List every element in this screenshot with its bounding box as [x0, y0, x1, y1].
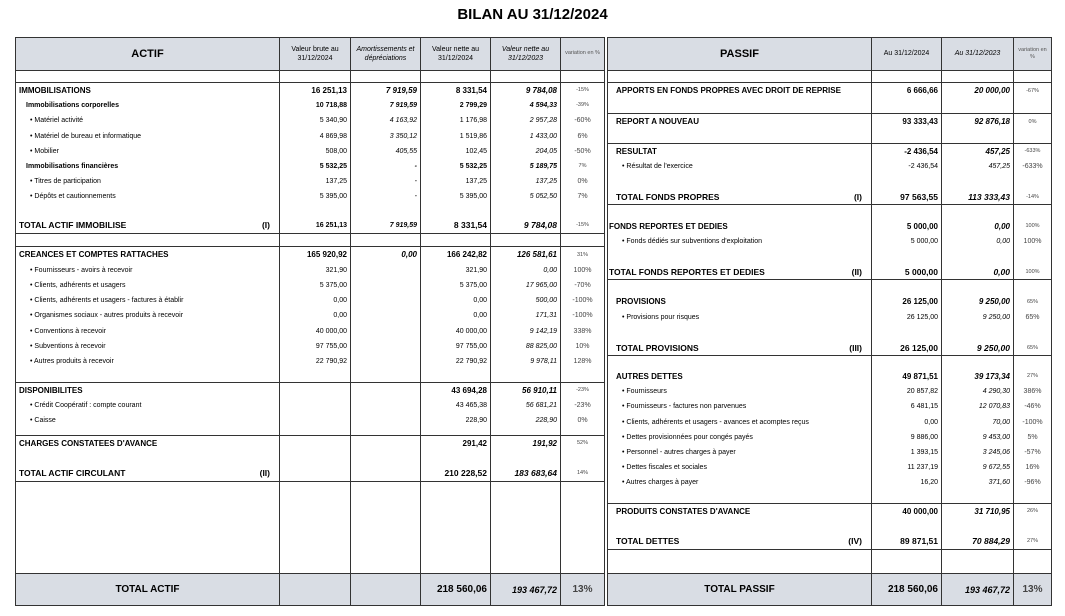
actif-header-nette: Valeur nette au 31/12/2024: [421, 38, 491, 71]
actif-header-amort: Amortissements et dépréciations: [351, 38, 421, 71]
spacer-row: [16, 204, 605, 218]
table-row: PRODUITS CONSTATES D'AVANCE 40 000,00 31 710,95 26%: [608, 504, 1052, 519]
table-row: FONDS REPORTES ET DEDIES 5 000,00 0,00 100%: [608, 219, 1052, 234]
table-row: • Clients, adhérents et usagers - factures à établir 0,00 0,00 500,00 -100%: [16, 293, 605, 308]
spacer-row: [16, 71, 605, 83]
table-row: • Subventions à recevoir 97 755,00 97 755,00 88 825,00 10%: [16, 339, 605, 354]
table-row: • Fournisseurs - factures non parvenues 6 481,15 12 070,83 -46%: [608, 399, 1052, 415]
table-row: • Fonds dédiés sur subventions d'exploitation 5 000,00 0,00 100%: [608, 234, 1052, 249]
table-row: TOTAL ACTIF CIRCULANT (II) 210 228,52 183 683,64 14%: [16, 466, 605, 482]
table-row: CREANCES ET COMPTES RATTACHES 165 920,92 0,00 166 242,82 126 581,61 31%: [16, 247, 605, 263]
passif-header-cur: Au 31/12/2024: [872, 38, 942, 71]
table-row: Immobilisations corporelles 10 718,88 7 919,59 2 799,29 4 594,33 -39%: [16, 98, 605, 113]
table-row: TOTAL PROVISIONS (III) 26 125,00 9 250,00 65%: [608, 341, 1052, 356]
table-row: • Dépôts et cautionnements 5 395,00 - 5 395,00 5 052,50 7%: [16, 189, 605, 204]
actif-table: [15, 37, 605, 606]
spacer-row: [608, 174, 1052, 190]
spacer-row: [16, 369, 605, 383]
table-row: • Fournisseurs - avoirs à recevoir 321,90 321,90 0,00 100%: [16, 263, 605, 278]
passif-header-row: [608, 38, 1052, 71]
table-row: TOTAL ACTIF IMMOBILISE (I) 16 251,13 7 919,59 8 331,54 9 784,08 -15%: [16, 218, 605, 234]
passif-header-title: PASSIF: [608, 38, 872, 71]
table-row: TOTAL FONDS PROPRES (I) 97 563,55 113 333,43 -14%: [608, 190, 1052, 205]
actif-header-variation: variation en %: [561, 38, 605, 71]
table-row: Immobilisations financières 5 532,25 - 5 532,25 5 189,75 7%: [16, 159, 605, 174]
spacer-row: [608, 325, 1052, 341]
table-row: • Provisions pour risques 26 125,00 9 250,00 65%: [608, 310, 1052, 325]
spacer-row: [608, 280, 1052, 294]
table-row: • Caisse 228,90 228,90 0%: [16, 413, 605, 428]
table-row: CHARGES CONSTATEES D'AVANCE 291,42 191,92 52%: [16, 436, 605, 451]
table-row: • Autres produits à recevoir 22 790,92 22 790,92 9 978,11 128%: [16, 354, 605, 369]
table-row: • Matériel activité 5 340,90 4 163,92 1 176,98 2 957,28 -60%: [16, 113, 605, 129]
total-passif-row: TOTAL PASSIF 218 560,06 193 467,72 13%: [608, 574, 1052, 606]
table-row: APPORTS EN FONDS PROPRES AVEC DROIT DE REPRISE 6 666,66 20 000,00 -67%: [608, 83, 1052, 99]
actif-header-title: ACTIF: [16, 38, 280, 71]
spacer-row: [608, 490, 1052, 504]
table-row: IMMOBILISATIONS 16 251,13 7 919,59 8 331,54 9 784,08 -15%: [16, 83, 605, 98]
passif-table: [607, 37, 1052, 606]
table-row: • Conventions à recevoir 40 000,00 40 000,00 9 142,19 338%: [16, 324, 605, 339]
table-row: • Crédit Coopératif : compte courant 43 465,38 56 681,21 -23%: [16, 398, 605, 413]
spacer-row: [608, 249, 1052, 265]
spacer-row: [608, 519, 1052, 534]
spacer-row: [16, 451, 605, 466]
table-row: • Fournisseurs 20 857,82 4 290,30 386%: [608, 384, 1052, 399]
spacer-row: [16, 482, 605, 574]
spacer-row: [608, 130, 1052, 144]
table-row: TOTAL DETTES (IV) 89 871,51 70 884,29 27%: [608, 534, 1052, 550]
table-row: • Matériel de bureau et informatique 4 869,98 3 350,12 1 519,86 1 433,00 6%: [16, 129, 605, 144]
spacer-row: [608, 71, 1052, 83]
table-row: TOTAL FONDS REPORTES ET DEDIES (II) 5 000,00 0,00 100%: [608, 265, 1052, 280]
table-row: • Clients, adhérents et usagers - avances et acomptes reçus 0,00 70,00 -100%: [608, 415, 1052, 430]
table-row: AUTRES DETTES 49 871,51 39 173,34 27%: [608, 369, 1052, 384]
table-row: • Autres charges à payer 16,20 371,60 -96%: [608, 475, 1052, 490]
table-row: • Organismes sociaux - autres produits à recevoir 0,00 0,00 171,31 -100%: [16, 308, 605, 324]
page-title: BILAN AU 31/12/2024: [457, 6, 608, 23]
spacer-row: [16, 428, 605, 436]
table-row: RESULTAT -2 436,54 457,25 -633%: [608, 144, 1052, 159]
actif-header-nette-prev: Valeur nette au 31/12/2023: [491, 38, 561, 71]
spacer-row: [608, 550, 1052, 574]
table-row: • Dettes provisionnées pour congés payés 9 886,00 9 453,00 5%: [608, 430, 1052, 445]
total-actif-row: TOTAL ACTIF 218 560,06 193 467,72 13%: [16, 574, 605, 606]
table-row: REPORT A NOUVEAU 93 333,43 92 876,18 0%: [608, 114, 1052, 130]
passif-header-variation: variation en %: [1014, 38, 1052, 71]
spacer-row: [608, 205, 1052, 219]
actif-header-brute: Valeur brute au 31/12/2024: [280, 38, 351, 71]
table-row: DISPONIBILITES 43 694,28 56 910,11 -23%: [16, 383, 605, 398]
table-row: PROVISIONS 26 125,00 9 250,00 65%: [608, 294, 1052, 310]
spacer-row: [16, 234, 605, 247]
table-row: • Titres de participation 137,25 - 137,25 137,25 0%: [16, 174, 605, 189]
passif-header-prev: Au 31/12/2023: [942, 38, 1014, 71]
table-row: • Personnel - autres charges à payer 1 393,15 3 245,06 -57%: [608, 445, 1052, 460]
table-row: • Clients, adhérents et usagers 5 375,00 5 375,00 17 965,00 -70%: [16, 278, 605, 293]
table-row: • Résultat de l'exercice -2 436,54 457,25 -633%: [608, 159, 1052, 174]
spacer-row: [608, 356, 1052, 369]
actif-header-row: [16, 38, 605, 71]
table-row: • Mobilier 508,00 405,55 102,45 204,05 -50%: [16, 144, 605, 159]
table-row: • Dettes fiscales et sociales 11 237,19 9 672,55 16%: [608, 460, 1052, 475]
spacer-row: [608, 99, 1052, 114]
